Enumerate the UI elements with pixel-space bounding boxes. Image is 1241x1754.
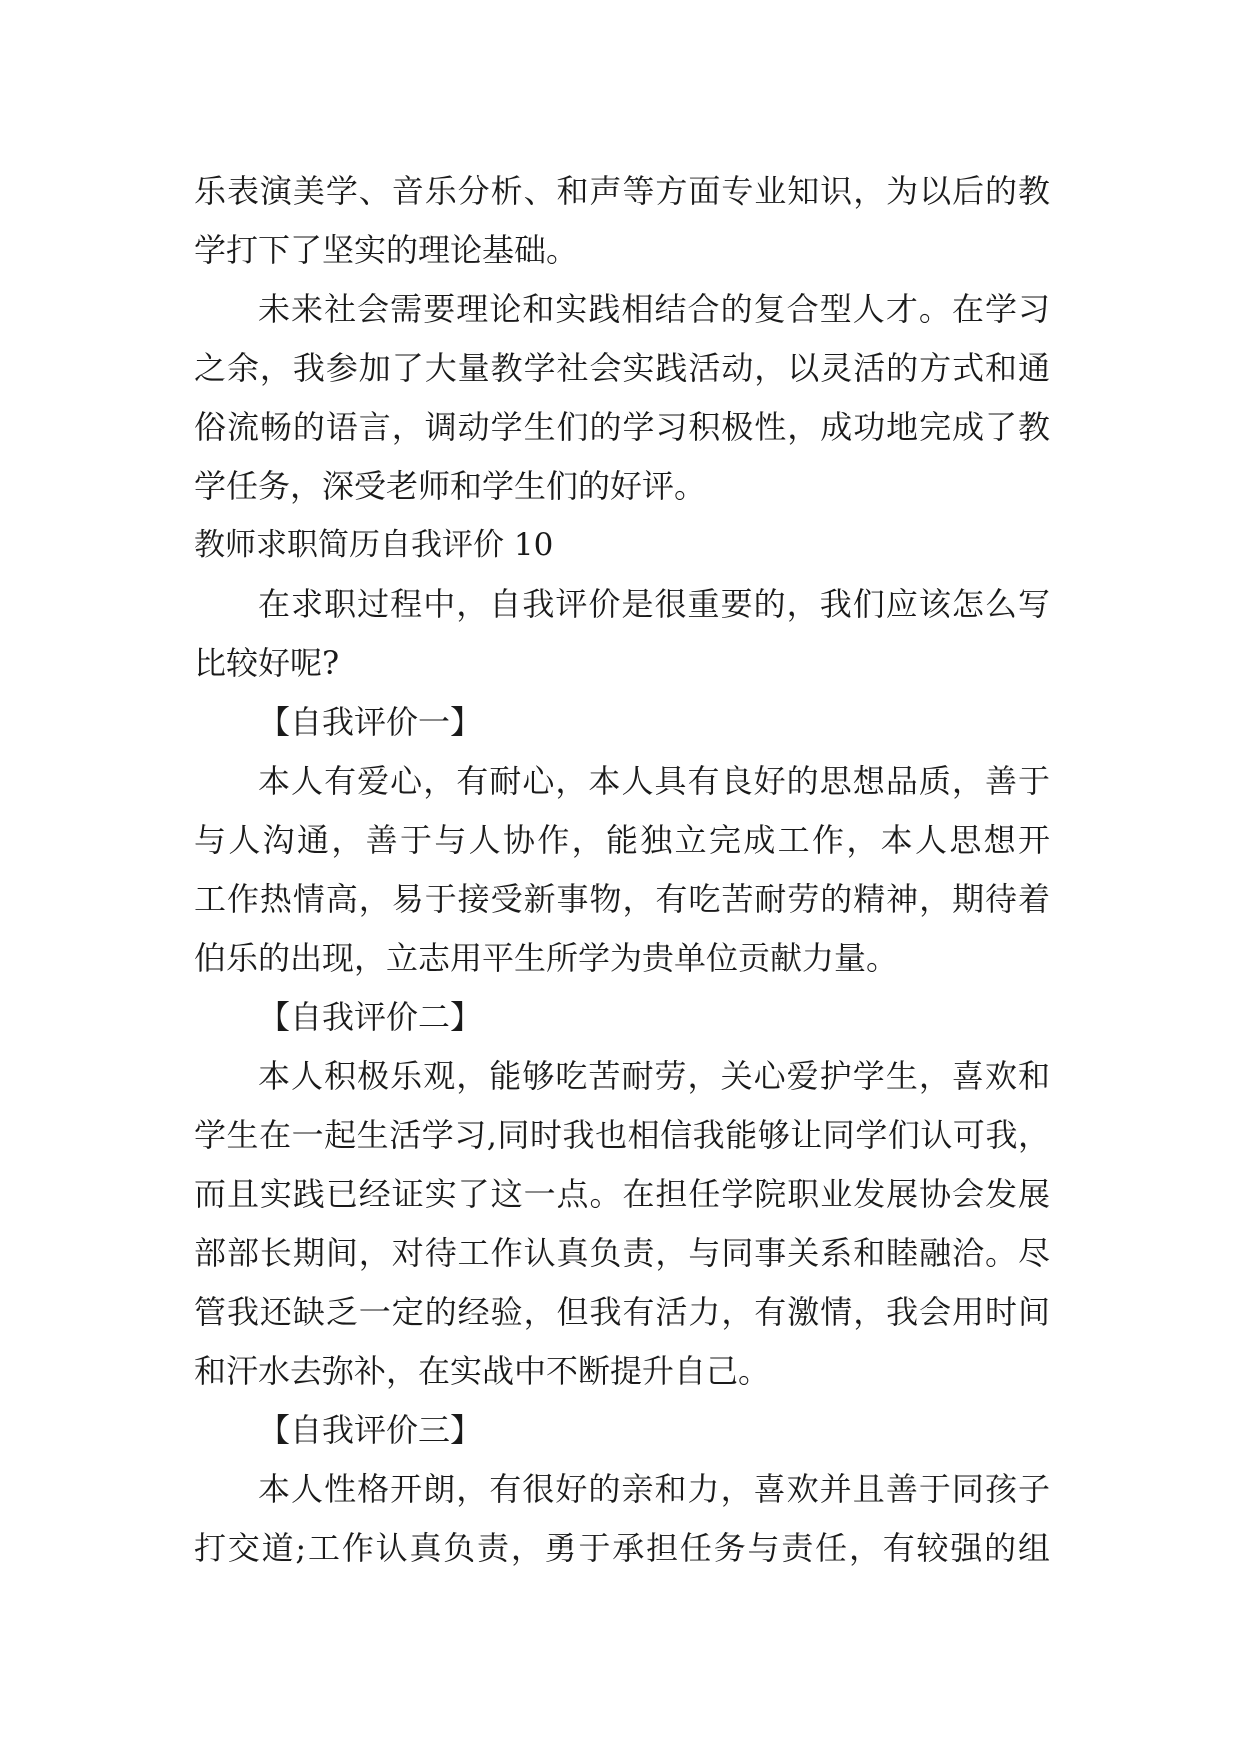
- body-line: 乐表演美学、音乐分析、和声等方面专业知识，为以后的教: [194, 172, 1050, 210]
- section-heading: 教师求职简历自我评价 10: [194, 527, 554, 563]
- body-line: 学任务，深受老师和学生们的好评。: [194, 467, 707, 505]
- body-line: 本人有爱心，有耐心，本人具有良好的思想品质，善于: [258, 762, 1050, 800]
- body-line: 学生在一起生活学习,同时我也相信我能够让同学们认可我，: [194, 1116, 1050, 1154]
- document-body: [194, 162, 1050, 1578]
- body-line: 俗流畅的语言，调动学生们的学习积极性，成功地完成了教: [194, 408, 1050, 446]
- body-line: 工作热情高，易于接受新事物，有吃苦耐劳的精神，期待着: [194, 880, 1050, 918]
- body-line: 学打下了坚实的理论基础。: [194, 231, 579, 269]
- body-line: 打交道;工作认真负责，勇于承担任务与责任，有较强的组: [194, 1529, 1050, 1567]
- body-line: 而且实践已经证实了这一点。在担任学院职业发展协会发展: [194, 1175, 1050, 1213]
- body-line: 未来社会需要理论和实践相结合的复合型人才。在学习: [258, 290, 1050, 328]
- body-line: 与人沟通，善于与人协作，能独立完成工作，本人思想开: [194, 821, 1050, 859]
- body-line: 本人积极乐观，能够吃苦耐劳，关心爱护学生，喜欢和: [258, 1057, 1050, 1095]
- body-line: 和汗水去弥补，在实战中不断提升自己。: [194, 1352, 771, 1390]
- body-line: 伯乐的出现，立志用平生所学为贵单位贡献力量。: [194, 939, 899, 977]
- body-line: 本人性格开朗，有很好的亲和力，喜欢并且善于同孩子: [258, 1470, 1050, 1508]
- subsection-label: 【自我评价二】: [258, 998, 483, 1036]
- body-line: 部部长期间，对待工作认真负责，与同事关系和睦融洽。尽: [194, 1234, 1050, 1272]
- body-line: 比较好呢?: [194, 644, 340, 682]
- subsection-label: 【自我评价一】: [258, 703, 483, 741]
- body-line: 管我还缺乏一定的经验，但我有活力，有激情，我会用时间: [194, 1293, 1050, 1331]
- body-line: 之余，我参加了大量教学社会实践活动，以灵活的方式和通: [194, 349, 1050, 387]
- subsection-label: 【自我评价三】: [258, 1411, 483, 1449]
- body-line: 在求职过程中，自我评价是很重要的，我们应该怎么写: [258, 585, 1050, 623]
